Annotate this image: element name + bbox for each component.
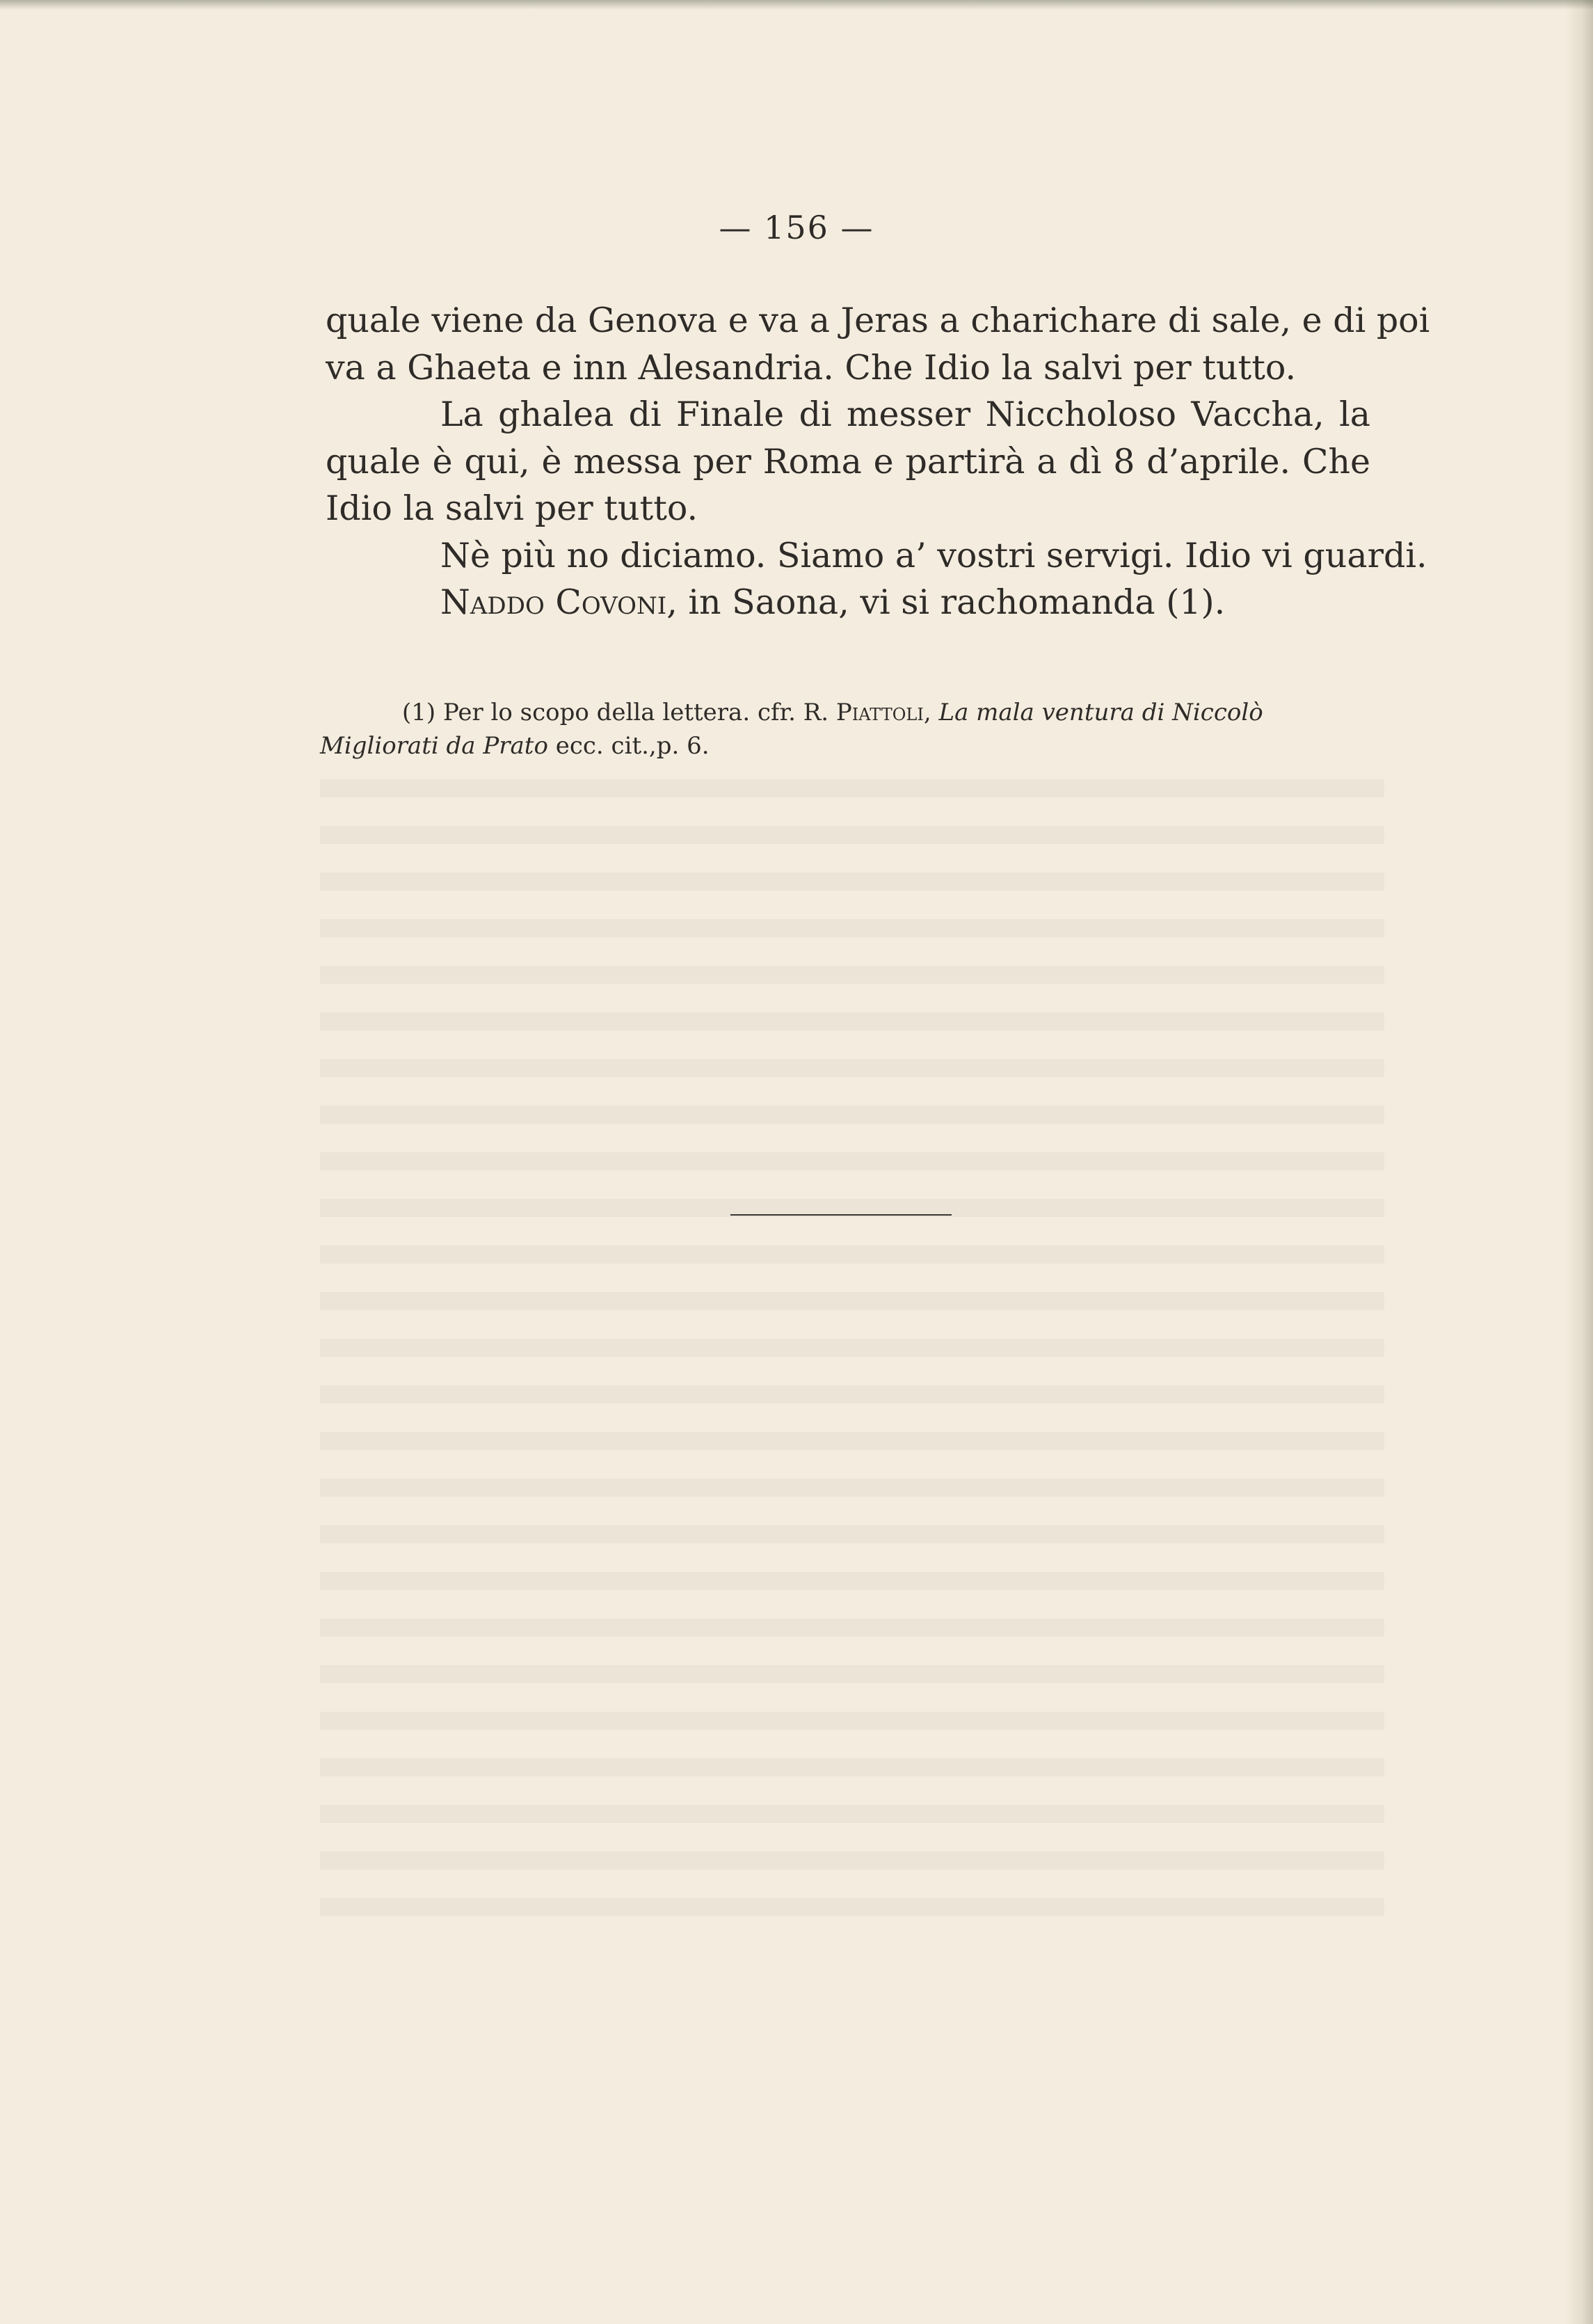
page-right-edge [1565,0,1593,2324]
end-rule [730,1214,952,1216]
text-line-3: La ghalea di Finale di messer Niccholoso Vaccha, la [440,395,1370,434]
text-line-6: Nè più no diciamo. Siamo a’ vostri servigi. Idio vi guardi. [440,535,1427,575]
signature-name: Naddo Covoni [440,582,667,622]
footnote-title-part-1: La mala ventura di Niccolò [938,699,1263,726]
page-top-edge [0,0,1593,10]
footnote-separator: , [923,699,939,726]
footnote [320,696,1379,763]
letter-text [326,297,1430,626]
show-through-shadow [320,779,1384,1934]
footnote-title-part-2: Migliorati da Prato [320,732,548,760]
text-line-2: va a Ghaeta e inn Alesandria. Che Idio la salvi per tutto. [326,347,1297,388]
text-line-5: Idio la salvi per tutto. [326,488,698,528]
text-line-1: quale viene da Genova e va a Jeras a charichare di sale, e di poi [326,301,1430,340]
text-line-4: quale è qui, è messa per Roma e partirà a dì 8 d’aprile. Che [326,441,1370,481]
text-line-7 [326,579,1370,626]
footnote-author: Piattoli [835,699,924,726]
signature-rest: , in Saona, vi si rachomanda (1). [666,582,1226,622]
footnote-line-1 [320,696,1379,729]
footnote-citation-rest: ecc. cit.,p. 6. [547,732,710,760]
page-number: — 156 — [719,209,874,246]
footnote-line-2 [320,729,1379,763]
footnote-prefix: (1) Per lo scopo della lettera. cfr. R. [402,699,836,726]
